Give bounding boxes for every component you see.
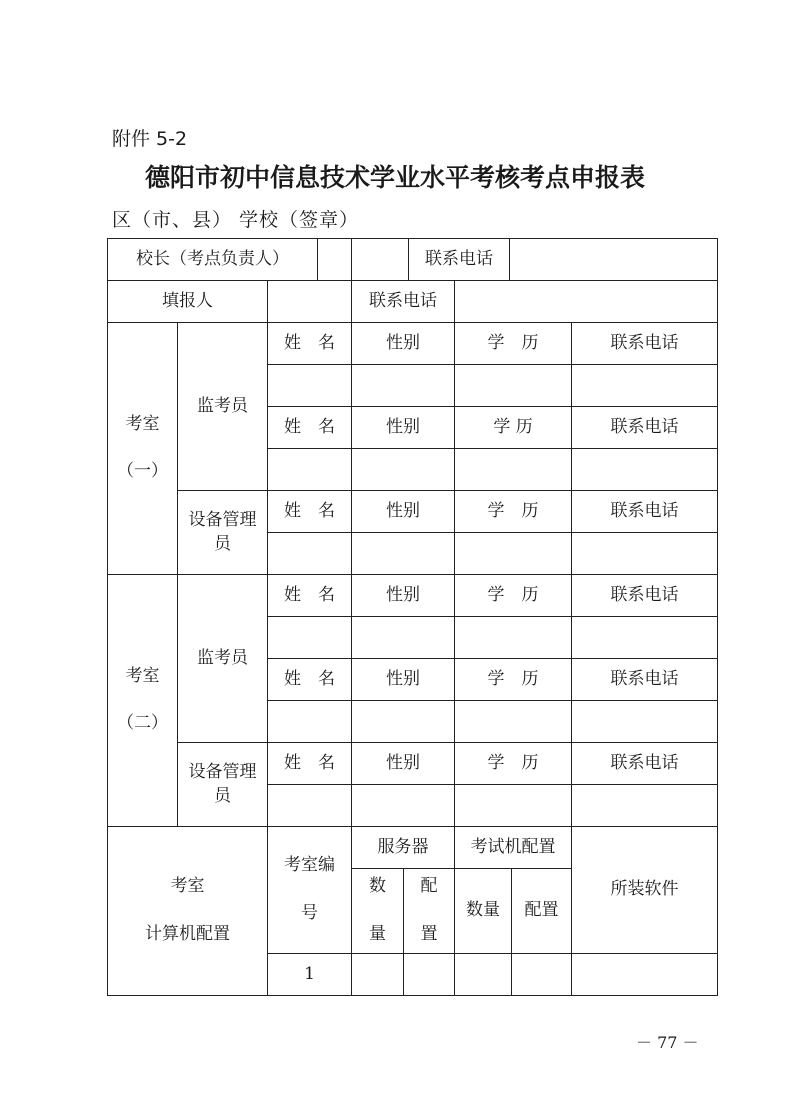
- district-school-line: 区（市、县） 学校（签章）: [112, 209, 360, 231]
- input-cell[interactable]: [352, 449, 455, 491]
- computer-config-label: 考室 计算机配置: [108, 827, 268, 996]
- server-quantity-label: 数 量: [352, 869, 404, 954]
- exam-quantity-label: 数量: [455, 869, 512, 954]
- phone-header: 联系电话: [572, 575, 718, 617]
- education-header: 学 历: [455, 575, 572, 617]
- filler-value-cell[interactable]: [268, 281, 352, 323]
- input-cell[interactable]: [455, 954, 512, 996]
- filler-phone-cell[interactable]: [455, 281, 718, 323]
- equipment-manager-label: 设备管理 员: [178, 743, 268, 827]
- input-cell[interactable]: [352, 954, 404, 996]
- input-cell[interactable]: [268, 533, 352, 575]
- exam-pc-label: 考试机配置: [455, 827, 572, 869]
- input-cell[interactable]: [268, 365, 352, 407]
- table-row: [108, 743, 718, 785]
- gender-header: 性别: [352, 659, 455, 701]
- table-row: [108, 281, 718, 323]
- software-label: 所装软件: [572, 827, 718, 954]
- input-cell[interactable]: [572, 701, 718, 743]
- proctor-label: 监考员: [178, 323, 268, 491]
- input-cell[interactable]: [352, 533, 455, 575]
- name-header: 姓 名: [268, 491, 352, 533]
- input-cell[interactable]: [572, 365, 718, 407]
- exam-config-label: 配置: [512, 869, 572, 954]
- education-header: 学 历: [455, 407, 572, 449]
- input-cell[interactable]: [455, 365, 572, 407]
- declaration-table: [107, 238, 718, 996]
- room1-label: 考室 （一）: [108, 323, 178, 575]
- phone-header: 联系电话: [572, 491, 718, 533]
- room2-label: 考室 （二）: [108, 575, 178, 827]
- phone-header: 联系电话: [572, 659, 718, 701]
- gender-header: 性别: [352, 575, 455, 617]
- phone-header: 联系电话: [572, 407, 718, 449]
- gender-header: 性别: [352, 491, 455, 533]
- proctor-label: 监考员: [178, 575, 268, 743]
- name-header: 姓 名: [268, 407, 352, 449]
- input-cell[interactable]: [352, 785, 455, 827]
- gender-header: 性别: [352, 743, 455, 785]
- name-header: 姓 名: [268, 659, 352, 701]
- form-title: 德阳市初中信息技术学业水平考核考点申报表: [144, 163, 645, 192]
- table-row: [108, 827, 718, 869]
- room-number-label: 考室编 号: [268, 827, 352, 954]
- input-cell[interactable]: [404, 954, 455, 996]
- principal-label: 校长（考点负责人）: [108, 239, 318, 280]
- input-cell[interactable]: [352, 701, 455, 743]
- input-cell[interactable]: [572, 954, 718, 996]
- table-row: [108, 491, 718, 533]
- equipment-manager-label: 设备管理 员: [178, 491, 268, 575]
- name-header: 姓 名: [268, 575, 352, 617]
- input-cell[interactable]: [455, 785, 572, 827]
- gender-header: 性别: [352, 407, 455, 449]
- education-header: 学 历: [455, 743, 572, 785]
- filler-label: 填报人: [108, 281, 268, 323]
- education-header: 学 历: [455, 323, 572, 365]
- table-row: [108, 239, 718, 281]
- gender-header: 性别: [352, 323, 455, 365]
- input-cell[interactable]: [455, 449, 572, 491]
- room-number-value: 1: [268, 954, 352, 996]
- name-header: 姓 名: [268, 323, 352, 365]
- input-cell[interactable]: [572, 785, 718, 827]
- input-cell[interactable]: [512, 954, 572, 996]
- input-cell[interactable]: [268, 785, 352, 827]
- input-cell[interactable]: [455, 617, 572, 659]
- input-cell[interactable]: [572, 617, 718, 659]
- education-header: 学 历: [455, 659, 572, 701]
- phone-header: 联系电话: [572, 743, 718, 785]
- table-row: [108, 323, 718, 365]
- server-config-label: 配 置: [404, 869, 455, 954]
- name-header: 姓 名: [268, 743, 352, 785]
- principal-phone-cell[interactable]: [510, 239, 717, 280]
- page-number: － 77 －: [636, 1033, 699, 1052]
- attachment-label: 附件 5-2: [112, 128, 188, 150]
- input-cell[interactable]: [352, 617, 455, 659]
- input-cell[interactable]: [352, 365, 455, 407]
- input-cell[interactable]: [455, 701, 572, 743]
- principal-value-cell[interactable]: [318, 239, 351, 280]
- input-cell[interactable]: [572, 449, 718, 491]
- education-header: 学 历: [455, 491, 572, 533]
- server-label: 服务器: [352, 827, 455, 869]
- input-cell[interactable]: [268, 701, 352, 743]
- input-cell[interactable]: [572, 533, 718, 575]
- table-row: [108, 575, 718, 617]
- contact-phone-label: 联系电话: [409, 239, 510, 280]
- input-cell[interactable]: [455, 533, 572, 575]
- phone-header: 联系电话: [572, 323, 718, 365]
- input-cell[interactable]: [268, 449, 352, 491]
- filler-phone-label: 联系电话: [352, 281, 455, 323]
- input-cell[interactable]: [268, 617, 352, 659]
